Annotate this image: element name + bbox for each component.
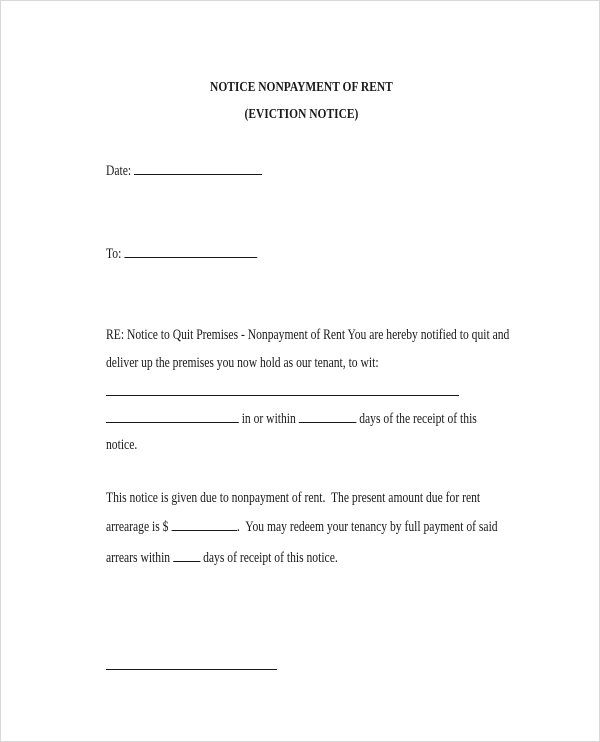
- within-line: [106, 410, 477, 427]
- premises-blank-2[interactable]: [106, 410, 239, 423]
- document-title: NOTICE NONPAYMENT OF RENT: [209, 80, 393, 95]
- date-line: [106, 162, 262, 179]
- document-subtitle: (EVICTION NOTICE): [244, 107, 358, 122]
- to-blank[interactable]: [124, 245, 257, 258]
- to-label: To:: [106, 246, 122, 262]
- para2-line-1: This notice is given due to nonpayment of rent. The present amount due for rent: [106, 490, 481, 506]
- days-text: days of the receipt of this: [356, 411, 477, 427]
- arrears-end-text: days of receipt of this notice.: [200, 550, 338, 566]
- redeem-text: . You may redeem your tenancy by full payment of said: [236, 519, 498, 535]
- to-line: [106, 245, 257, 262]
- premises-blank[interactable]: [106, 395, 459, 396]
- date-blank[interactable]: [134, 162, 262, 175]
- arrearage-line: [106, 518, 498, 535]
- arrearage-text: arrearage is $: [106, 519, 172, 535]
- re-line-1: RE: Notice to Quit Premises - Nonpayment of Rent You are hereby notified to quit and: [106, 327, 510, 343]
- days-blank[interactable]: [299, 410, 357, 423]
- amount-blank[interactable]: [171, 518, 237, 531]
- notice-word: notice.: [106, 437, 138, 453]
- signature-line[interactable]: [106, 669, 277, 670]
- date-label: Date:: [106, 163, 132, 179]
- re-line-2: deliver up the premises you now hold as our tenant, to wit:: [106, 355, 379, 371]
- within-text: in or within: [238, 411, 299, 427]
- arrears-line: [106, 549, 338, 566]
- arrears-text: arrears within: [106, 550, 173, 566]
- arrears-days-blank[interactable]: [173, 549, 200, 562]
